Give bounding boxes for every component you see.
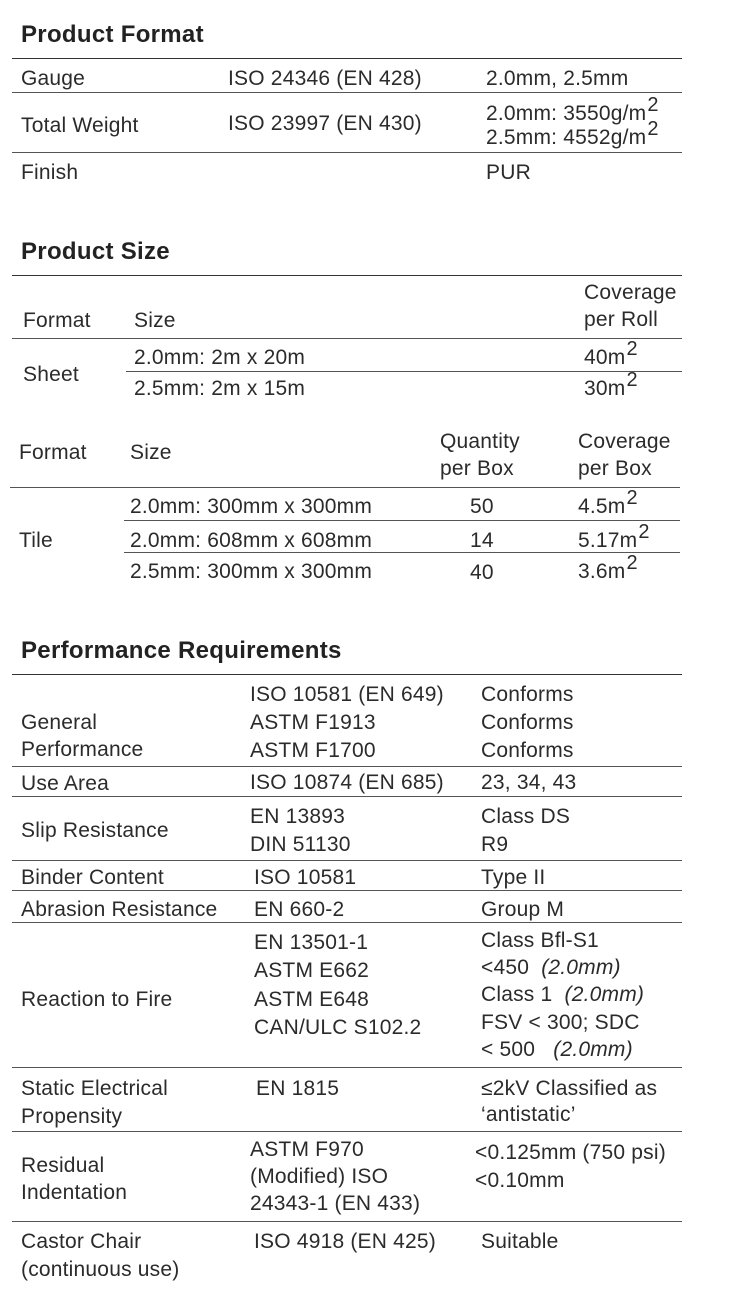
row-label: Indentation	[21, 1181, 128, 1204]
col-format: Format	[19, 441, 87, 464]
col-quantity: Quantity	[440, 430, 520, 453]
divider	[12, 766, 682, 767]
row-value: 2.5mm: 4552g/m 2	[486, 127, 659, 149]
sheet-size: 2.5mm: 2m x 15m	[134, 377, 306, 400]
divider	[12, 1067, 682, 1068]
tile-quantity: 40	[470, 561, 494, 584]
divider	[12, 922, 682, 923]
row-label: Total Weight	[21, 114, 139, 137]
row-value: FSV < 300; SDC	[481, 1011, 640, 1034]
divider	[12, 860, 682, 861]
row-value: <0.125mm (750 psi)	[475, 1141, 666, 1164]
sheet-coverage: 40m 2	[584, 347, 638, 369]
divider	[12, 338, 682, 339]
row-label: General	[21, 711, 98, 734]
row-standard: ASTM F1700	[250, 739, 376, 762]
row-value: Conforms	[481, 739, 574, 762]
tile-coverage: 5.17m 2	[578, 530, 650, 552]
divider	[12, 92, 682, 93]
divider	[12, 796, 682, 797]
col-coverage: Coverage	[578, 430, 671, 453]
row-label: Finish	[21, 161, 79, 184]
row-standard: ISO 23997 (EN 430)	[228, 112, 422, 135]
tile-size: 2.5mm: 300mm x 300mm	[130, 560, 373, 583]
row-value: Group M	[481, 898, 565, 921]
row-label: Static Electrical	[21, 1077, 168, 1100]
col-quantity: per Box	[440, 457, 514, 480]
tile-quantity: 50	[470, 495, 494, 518]
row-standard: EN 13501-1	[254, 931, 369, 954]
row-standard: ASTM E662	[254, 959, 370, 982]
row-value: Class 1 (2.0mm)	[481, 983, 645, 1006]
col-size: Size	[130, 441, 172, 464]
divider	[12, 1131, 682, 1132]
row-value: Conforms	[481, 711, 574, 734]
row-label: Binder Content	[21, 866, 164, 889]
tile-size: 2.0mm: 608mm x 608mm	[130, 529, 373, 552]
sheet-coverage: 30m 2	[584, 378, 638, 400]
row-standard: ISO 24346 (EN 428)	[228, 67, 422, 90]
row-standard: ISO 10874 (EN 685)	[250, 771, 444, 794]
row-standard: ISO 10581	[254, 866, 357, 889]
row-standard: ASTM F970	[250, 1138, 364, 1161]
row-standard: (Modified) ISO	[250, 1165, 389, 1188]
row-label: Gauge	[21, 67, 86, 90]
row-value: Suitable	[481, 1230, 559, 1253]
row-value: ‘antistatic’	[481, 1103, 576, 1126]
row-label: Abrasion Resistance	[21, 898, 218, 921]
row-value: PUR	[486, 161, 531, 184]
col-format: Format	[23, 309, 91, 332]
tile-coverage: 4.5m 2	[578, 496, 638, 518]
tile-coverage: 3.6m 2	[578, 561, 638, 583]
tile-size: 2.0mm: 300mm x 300mm	[130, 495, 373, 518]
col-size: Size	[134, 309, 176, 332]
divider	[12, 1221, 682, 1222]
row-standard: CAN/ULC S102.2	[254, 1016, 422, 1039]
row-standard: ISO 10581 (EN 649)	[250, 683, 444, 706]
row-label: Use Area	[21, 772, 109, 795]
col-coverage: per Roll	[584, 308, 658, 331]
row-label: (continuous use)	[21, 1258, 180, 1281]
row-value: <450 (2.0mm)	[481, 956, 621, 979]
product-size-heading: Product Size	[21, 238, 170, 265]
row-standard: DIN 51130	[250, 833, 351, 856]
row-value: < 500 (2.0mm)	[481, 1038, 633, 1061]
tile-label: Tile	[19, 529, 53, 552]
divider	[12, 275, 682, 276]
divider	[10, 487, 680, 488]
divider	[124, 552, 680, 553]
row-label: Propensity	[21, 1105, 123, 1128]
row-label: Slip Resistance	[21, 819, 169, 842]
row-standard: EN 660-2	[254, 898, 345, 921]
row-value: Conforms	[481, 683, 574, 706]
row-standard: 24343-1 (EN 433)	[250, 1192, 421, 1215]
divider	[12, 152, 682, 153]
row-label: Performance	[21, 738, 144, 761]
row-value: 2.0mm: 3550g/m 2	[486, 103, 659, 125]
row-value: 2.0mm, 2.5mm	[486, 67, 629, 90]
sheet-size: 2.0mm: 2m x 20m	[134, 346, 306, 369]
divider	[12, 890, 682, 891]
row-standard: EN 13893	[250, 805, 346, 828]
row-label: Residual	[21, 1154, 105, 1177]
tile-quantity: 14	[470, 529, 494, 552]
row-label: Reaction to Fire	[21, 988, 173, 1011]
row-value: R9	[481, 833, 509, 856]
row-value: ≤2kV Classified as	[481, 1077, 658, 1100]
row-standard: ISO 4918 (EN 425)	[254, 1230, 436, 1253]
row-standard: ASTM F1913	[250, 711, 376, 734]
product-format-heading: Product Format	[21, 21, 204, 48]
divider	[12, 58, 682, 59]
row-value: 23, 34, 43	[481, 771, 577, 794]
row-value: <0.10mm	[475, 1169, 565, 1192]
performance-heading: Performance Requirements	[21, 637, 342, 664]
divider	[124, 520, 680, 521]
row-label: Castor Chair	[21, 1230, 142, 1253]
row-value: Class Bfl-S1	[481, 929, 599, 952]
row-standard: EN 1815	[256, 1077, 340, 1100]
divider	[12, 674, 682, 675]
row-value: Class DS	[481, 805, 571, 828]
row-standard: ASTM E648	[254, 988, 370, 1011]
col-coverage: per Box	[578, 457, 652, 480]
divider	[126, 371, 682, 372]
col-coverage: Coverage	[584, 281, 677, 304]
sheet-label: Sheet	[23, 363, 79, 386]
row-value: Type II	[481, 866, 546, 889]
